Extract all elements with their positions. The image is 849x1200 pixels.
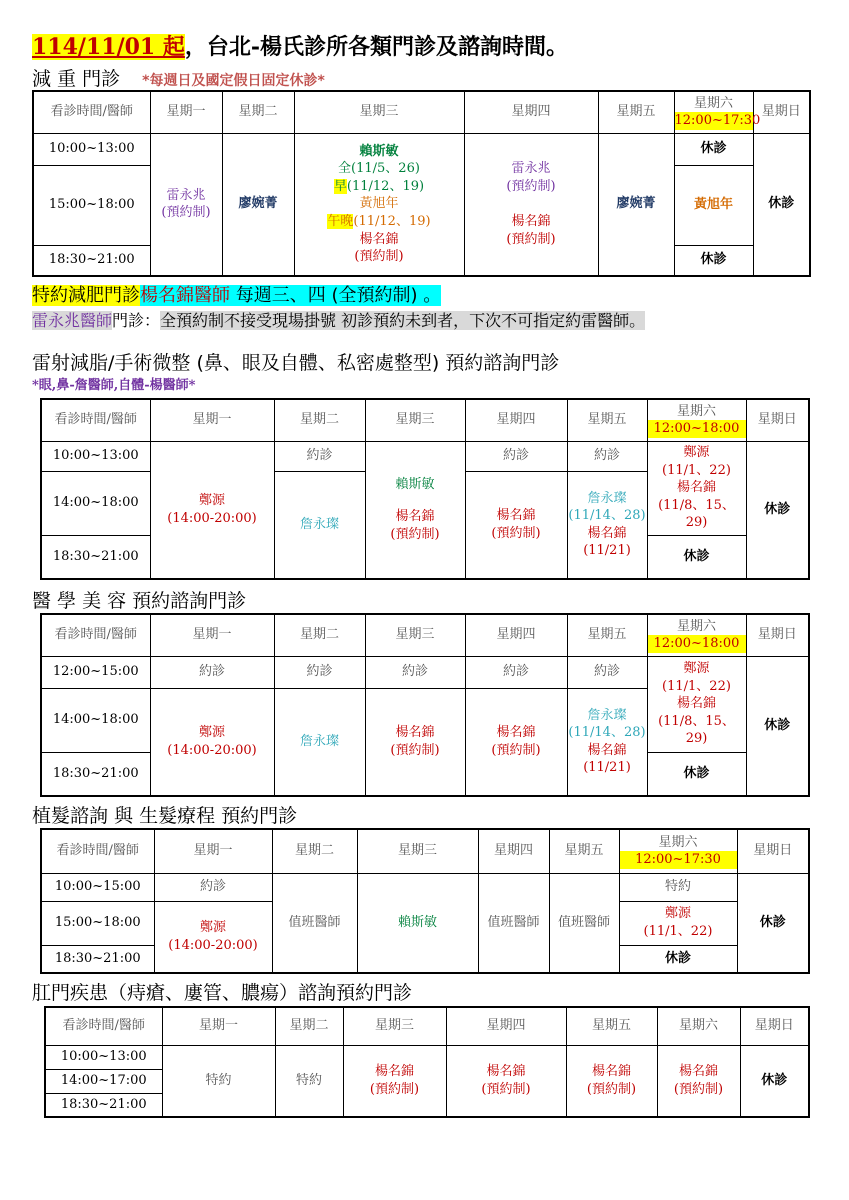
weight-mon-cell — [150, 133, 222, 276]
doctor-note: (預約制) — [491, 742, 541, 758]
date-note: 全(11/5、26) — [338, 161, 420, 177]
header-thu: 星期四 — [478, 829, 549, 873]
page-title — [32, 30, 568, 61]
header-sun: 星期日 — [740, 1007, 809, 1045]
date-note: (11/21) — [583, 543, 631, 559]
doctor-name: 詹永璨 — [587, 490, 627, 506]
hair-schedule-table — [40, 828, 810, 974]
slot-3: 18:30~21:00 — [41, 945, 154, 973]
doctor-name: 楊名錦 — [374, 1064, 414, 1080]
notice-text: 全預約制不接受現場掛號 初診預約未到者，下次不可指定約雷醫師。 — [160, 311, 646, 330]
hair-sat-r3: 休診 — [619, 945, 737, 973]
header-tue: 星期二 — [274, 614, 365, 656]
header-sat-label: 星期六 — [693, 95, 733, 111]
doctor-note: (預約制) — [491, 525, 541, 541]
doctor-note: (預約制) — [390, 526, 440, 542]
title-date: 114/11/01 起 — [32, 34, 185, 60]
notice-doctor: 雷永兆醫師 — [32, 311, 113, 330]
table-row — [41, 656, 809, 688]
header-thu: 星期四 — [464, 91, 598, 133]
anal-sat-cell — [657, 1045, 740, 1117]
beauty-mon-r1: 約診 — [150, 656, 274, 688]
doctor-time: (14:00-20:00) — [168, 937, 258, 953]
title-text: ，台北-楊氏診所各類門診及諮詢時間。 — [184, 34, 569, 60]
header-fri: 星期五 — [567, 399, 647, 441]
date-note: (11/12、19) — [346, 178, 425, 194]
anal-wed-cell — [343, 1045, 446, 1117]
doctor-name: 楊名錦 — [395, 508, 435, 524]
laser-thu-r1: 約診 — [465, 441, 567, 471]
doctor-name: 楊名錦 — [496, 725, 536, 741]
doctor-note: (預約制) — [673, 1081, 724, 1097]
laser-note: *眼,鼻-詹醫師,自體-楊醫師* — [32, 378, 196, 393]
doctor-name: 楊名錦 — [395, 725, 435, 741]
weight-heading: 減 重 門診 — [32, 68, 121, 90]
header-slot: 看診時間/醫師 — [45, 1007, 162, 1045]
header-fri: 星期五 — [567, 614, 647, 656]
table-header-row — [41, 614, 809, 656]
beauty-heading: 醫 學 美 容 預約諮詢門診 — [32, 590, 247, 612]
laser-sat-r3: 休診 — [647, 535, 746, 579]
date-note: (11/1、22) — [662, 462, 731, 478]
beauty-wed-r1: 約診 — [365, 656, 465, 688]
weight-sat-r2: 黃旭年 — [674, 165, 753, 245]
weight-fri-cell: 廖婉菁 — [598, 133, 674, 276]
beauty-sun-cell: 休診 — [746, 656, 809, 796]
header-sun: 星期日 — [753, 91, 810, 133]
date-note: (11/14、28) — [568, 508, 646, 524]
date-note: (11/1、22) — [643, 924, 713, 939]
weight-tue-cell: 廖婉菁 — [222, 133, 294, 276]
doctor-time: (14:00-20:00) — [167, 742, 257, 758]
header-sat-time: 12:00~18:00 — [648, 420, 746, 438]
header-wed: 星期三 — [357, 829, 478, 873]
special-label: 特約減肥門診 — [32, 285, 140, 306]
table-header-row — [41, 399, 809, 441]
table-header-row — [41, 829, 809, 873]
header-sat — [619, 829, 737, 873]
laser-wed-cell — [365, 441, 465, 579]
header-wed: 星期三 — [343, 1007, 446, 1045]
doctor-name: 楊名錦 — [486, 1064, 526, 1080]
header-slot: 看診時間/醫師 — [33, 91, 150, 133]
slot-3: 18:30~21:00 — [41, 752, 150, 796]
date-note: (11/14、28) — [568, 725, 646, 741]
doctor-name: 楊名錦 — [678, 1064, 718, 1080]
doctor-name: 楊名錦 — [511, 214, 551, 230]
header-sat-time: 12:00~18:00 — [648, 635, 746, 653]
notice-line — [32, 308, 645, 331]
hair-wed-cell: 賴斯敏 — [357, 873, 478, 973]
beauty-fri-cell — [567, 688, 647, 796]
anal-mon-cell: 特約 — [162, 1045, 275, 1117]
beauty-fri-r1: 約診 — [567, 656, 647, 688]
laser-heading: 雷射減脂/手術微整 (鼻、眼及自體、私密處整型) 預約諮詢門診 — [32, 352, 560, 374]
slot-3: 18:30~21:00 — [41, 535, 150, 579]
doctor-name: 黃旭年 — [359, 196, 399, 212]
header-sat — [647, 399, 746, 441]
header-mon: 星期一 — [150, 399, 274, 441]
header-wed: 星期三 — [294, 91, 464, 133]
table-row — [41, 441, 809, 471]
doctor-note: (預約制) — [506, 178, 556, 194]
header-mon: 星期一 — [150, 91, 222, 133]
header-sat — [674, 91, 761, 133]
slot-3: 18:30~21:00 — [45, 1093, 162, 1117]
laser-sat-cell — [647, 441, 746, 535]
table-row — [33, 133, 810, 165]
doctor-name: 詹永璨 — [587, 707, 627, 723]
header-fri: 星期五 — [566, 1007, 657, 1045]
doctor-name: 賴斯敏 — [359, 143, 399, 159]
laser-tue-r1: 約診 — [274, 441, 365, 471]
doctor-note: (預約制) — [506, 231, 556, 247]
table-row — [45, 1045, 809, 1069]
hair-sat-r1: 特約 — [619, 873, 737, 901]
doctor-note: (預約制) — [354, 249, 404, 265]
header-sat: 星期六 — [657, 1007, 740, 1045]
hair-mon-cell — [154, 901, 272, 973]
slot-3: 18:30~21:00 — [33, 245, 150, 276]
anal-schedule-table — [44, 1006, 810, 1118]
doctor-name: 楊名錦 — [359, 231, 399, 247]
doctor-name: 鄭源 — [664, 906, 691, 922]
header-thu: 星期四 — [465, 614, 567, 656]
slot-2: 15:00~18:00 — [33, 165, 150, 245]
weight-sun-cell: 休診 — [753, 133, 810, 276]
doctor-name: 楊名錦 — [676, 696, 716, 712]
beauty-schedule-table — [40, 613, 810, 797]
header-sun: 星期日 — [746, 614, 809, 656]
header-mon: 星期一 — [154, 829, 272, 873]
beauty-sat-cell — [647, 656, 746, 752]
beauty-sat-r3: 休診 — [647, 752, 746, 796]
header-sat-time: 12:00~17:30 — [674, 113, 761, 129]
doctor-name: 楊名錦 — [496, 508, 536, 524]
doctor-note: (預約制) — [586, 1081, 637, 1097]
doctor-note: (預約制) — [390, 742, 440, 758]
anal-sun-cell: 休診 — [740, 1045, 809, 1117]
anal-thu-cell — [446, 1045, 566, 1117]
header-wed: 星期三 — [365, 399, 465, 441]
doctor-note: (預約制) — [481, 1081, 531, 1097]
laser-thu-cell — [465, 471, 567, 579]
header-sat-label: 星期六 — [658, 834, 698, 850]
anal-heading: 肛門疾患（痔瘡、廔管、膿瘍）諮詢預約門診 — [32, 982, 413, 1004]
hair-heading: 植髮諮詢 與 生髮療程 預約門診 — [32, 805, 298, 827]
header-thu: 星期四 — [465, 399, 567, 441]
slot-2: 14:00~18:00 — [41, 471, 150, 535]
hair-sat-r2 — [619, 901, 737, 945]
beauty-mon-cell — [150, 688, 274, 796]
doctor-note: (預約制) — [369, 1081, 420, 1097]
beauty-thu-r1: 約診 — [465, 656, 567, 688]
slot-2: 15:00~18:00 — [41, 901, 154, 945]
anal-tue-cell: 特約 — [275, 1045, 343, 1117]
hair-mon-r1: 約診 — [154, 873, 272, 901]
header-sun: 星期日 — [746, 399, 809, 441]
slot-1: 10:00~15:00 — [41, 873, 154, 901]
header-sun: 星期日 — [737, 829, 809, 873]
header-fri: 星期五 — [598, 91, 674, 133]
header-sat-label: 星期六 — [676, 618, 716, 634]
header-thu: 星期四 — [446, 1007, 566, 1045]
doctor-time: (14:00-20:00) — [167, 510, 257, 526]
doctor-name: 楊名錦 — [587, 525, 627, 541]
beauty-tue-r1: 約診 — [274, 656, 365, 688]
header-tue: 星期二 — [222, 91, 294, 133]
doctor-name: 雷永兆 — [511, 161, 551, 177]
doctor-name: 鄭源 — [198, 493, 225, 509]
header-tue: 星期二 — [272, 829, 357, 873]
notice-label: 門診： — [112, 311, 161, 330]
beauty-wed-cell — [365, 688, 465, 796]
weight-sat-r3: 休診 — [674, 245, 753, 276]
beauty-tue-cell: 詹永璨 — [274, 688, 365, 796]
header-mon: 星期一 — [150, 614, 274, 656]
laser-schedule-table — [40, 398, 810, 580]
header-mon: 星期一 — [162, 1007, 275, 1045]
doctor-name: 雷永兆 — [166, 187, 206, 203]
table-header-row — [45, 1007, 809, 1045]
laser-fri-cell — [567, 471, 647, 579]
header-slot: 看診時間/醫師 — [41, 399, 150, 441]
doctor-name: 鄭源 — [683, 445, 710, 461]
slot-1: 10:00~13:00 — [33, 133, 150, 165]
laser-sun-cell: 休診 — [746, 441, 809, 579]
doctor-name: 鄭源 — [198, 725, 225, 741]
doctor-name: 賴斯敏 — [395, 477, 435, 493]
date-note: (11/12、19) — [353, 214, 431, 230]
date-note: (11/8、15、29) — [658, 713, 735, 747]
shift-label: 午晚 — [327, 214, 354, 230]
weight-note: *每週日及國定假日固定休診* — [142, 73, 325, 89]
header-slot: 看診時間/醫師 — [41, 614, 150, 656]
weight-sat-r1: 休診 — [674, 133, 753, 165]
doctor-name: 鄭源 — [199, 920, 226, 936]
header-slot: 看診時間/醫師 — [41, 829, 154, 873]
special-doctor: 楊名錦醫師 — [140, 285, 230, 306]
header-sat-label: 星期六 — [676, 403, 716, 419]
slot-2: 14:00~18:00 — [41, 688, 150, 752]
header-sat-time: 12:00~17:30 — [620, 851, 737, 869]
hair-fri-cell: 值班醫師 — [549, 873, 619, 973]
anal-fri-cell — [566, 1045, 657, 1117]
hair-tue-cell: 值班醫師 — [272, 873, 357, 973]
header-wed: 星期三 — [365, 614, 465, 656]
slot-1: 10:00~13:00 — [45, 1045, 162, 1069]
laser-tue-r2: 詹永璨 — [274, 471, 365, 579]
weight-heading-row — [32, 64, 325, 91]
table-header-row — [33, 91, 810, 133]
slot-2: 14:00~17:00 — [45, 1069, 162, 1093]
weight-thu-cell — [464, 133, 598, 276]
slot-1: 12:00~15:00 — [41, 656, 150, 688]
header-fri: 星期五 — [549, 829, 619, 873]
special-clinic-line — [32, 281, 441, 307]
slot-1: 10:00~13:00 — [41, 441, 150, 471]
date-note: (11/1、22) — [662, 678, 731, 694]
laser-mon-cell — [150, 441, 274, 579]
header-tue: 星期二 — [275, 1007, 343, 1045]
shift-label: 早 — [333, 178, 347, 194]
header-sat — [647, 614, 746, 656]
date-note: (11/8、15、29) — [658, 497, 735, 531]
doctor-name: 楊名錦 — [587, 742, 627, 758]
doctor-name: 楊名錦 — [591, 1064, 631, 1080]
table-row — [41, 873, 809, 901]
doctor-name: 鄭源 — [683, 661, 710, 677]
laser-fri-r1: 約診 — [567, 441, 647, 471]
hair-thu-cell: 值班醫師 — [478, 873, 549, 973]
beauty-thu-cell — [465, 688, 567, 796]
doctor-name: 楊名錦 — [676, 480, 716, 496]
header-tue: 星期二 — [274, 399, 365, 441]
hair-sun-cell: 休診 — [737, 873, 809, 973]
weight-schedule-table — [32, 90, 811, 277]
date-note: (11/21) — [583, 760, 631, 776]
weight-wed-cell — [294, 133, 464, 276]
special-schedule: 每週三、四 (全預約制) 。 — [230, 285, 442, 306]
doctor-note: (預約制) — [161, 205, 211, 221]
